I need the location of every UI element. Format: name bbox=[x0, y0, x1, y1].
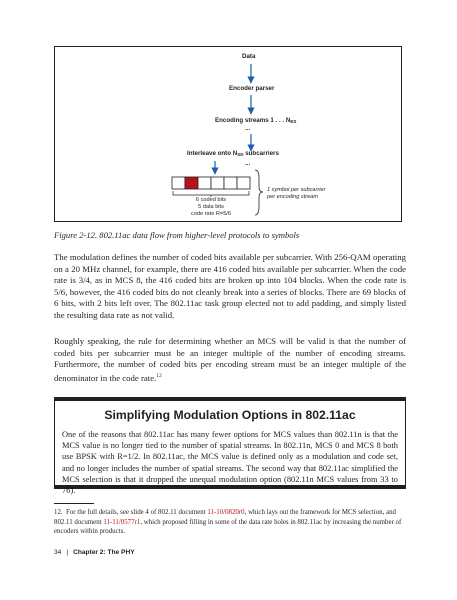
footnote-text-3: , which proposed filling in some of the data rate holes in 802.11ac by increasing the number of encoders within products. bbox=[54, 518, 402, 535]
symbol-note-line-2: per encoding stream bbox=[267, 194, 318, 200]
sidebar-text: One of the reasons that 802.11ac has many fewer options for MCS values than 802.11n is that the MCS value is no longer tied to the number of spatial streams. In 802.11n, MCS 0 and MCS 8 both use BPSK with R=1/2. In 802.11ac, the MCS value is defined only as a modulation and code set, and no longer includes the number of spatial streams. The second way that 802.11ac simplified the MCS selection is that it dropped the unequal modulation option (802.11n MCS values from 33 to 76). bbox=[62, 430, 398, 496]
bits-bracket bbox=[173, 191, 249, 195]
encoding-streams-text: Encoding streams 1 . . . N bbox=[215, 117, 291, 124]
bits-note-line-3: code rate R=5/6 bbox=[191, 211, 231, 217]
body-paragraph-2 bbox=[54, 336, 406, 384]
footnote-link-doc-0820[interactable]: 11-10/0820r0 bbox=[207, 509, 245, 516]
footnote-ref-12[interactable]: 12 bbox=[156, 372, 162, 379]
interleave-text: Interleave onto N bbox=[187, 150, 238, 157]
bits-note-line-1: 6 coded bits bbox=[195, 197, 227, 203]
footnote-number: 12. bbox=[54, 509, 63, 516]
sidebar-title: Simplifying Modulation Options in 802.11ac bbox=[104, 408, 356, 422]
symbol-note bbox=[267, 187, 325, 201]
page-number: 34 bbox=[54, 549, 62, 556]
coded-bits-block bbox=[172, 177, 250, 189]
symbol-note-line-1: 1 symbol per subcarrier bbox=[267, 187, 326, 193]
footnote-link-doc-0577[interactable]: 11-11/0577r1 bbox=[103, 518, 141, 526]
symbol-brace bbox=[255, 170, 263, 215]
sidebar-box bbox=[54, 397, 406, 496]
figure-frame bbox=[54, 46, 402, 222]
interleave-sub: SD bbox=[237, 152, 244, 157]
body-paragraph-2-text: Roughly speaking, the rule for determining whether an MCS will be valid is that the number of coded bits per subcarrier must be an integer multiple of the number of encoding streams. Furthermore, the number of coded bits per encoding stream must be an integer multiple of the denominator in the code rate. bbox=[54, 336, 406, 383]
page-footer bbox=[54, 549, 135, 556]
footnote-12 bbox=[54, 508, 406, 537]
footnote-text-2: , which lays out the framework for MCS selection, and 802.11 document bbox=[54, 509, 396, 526]
interleave-tail: subcarriers bbox=[243, 150, 279, 157]
label-encoding-streams bbox=[215, 117, 296, 124]
ellipsis-streams: ... bbox=[245, 125, 251, 132]
label-encoder-parser: Encoder parser bbox=[229, 85, 275, 92]
body-paragraph-1: The modulation defines the number of coded bits available per subcarrier. With 256-QAM operating on a 20 MHz channel, for example, there are 416 coded bits available per subcarrier. When the code rate is 3/4, as in MCS 8, the 416 coded bits are broken up into 104 blocks. When the code rate is 5/6, however, the 416 coded bits do not cleanly break into a series of blocks. There are 69 blocks of 6 bits, with 2 bits left over. The 802.11ac task group elected not to add padding, and simply listed the resulting data rate as not valid. bbox=[54, 252, 406, 320]
footnote-text-1: For the full details, see slide 4 of 802.11 document bbox=[66, 509, 208, 516]
label-data: Data bbox=[242, 53, 256, 60]
bits-note bbox=[175, 197, 247, 218]
footer-separator: | bbox=[66, 549, 69, 556]
label-interleave bbox=[187, 150, 279, 157]
chapter-title: Chapter 2: The PHY bbox=[73, 549, 135, 556]
figure-caption: Figure 2-12. 802.11ac data flow from higher-level protocols to symbols bbox=[54, 230, 300, 240]
bits-note-line-2: 5 data bits bbox=[198, 204, 224, 210]
footnote-rule bbox=[54, 503, 94, 504]
encoding-streams-sub: ES bbox=[290, 119, 297, 124]
ellipsis-subcarriers: ... bbox=[245, 160, 251, 167]
highlight-bit bbox=[185, 177, 198, 189]
